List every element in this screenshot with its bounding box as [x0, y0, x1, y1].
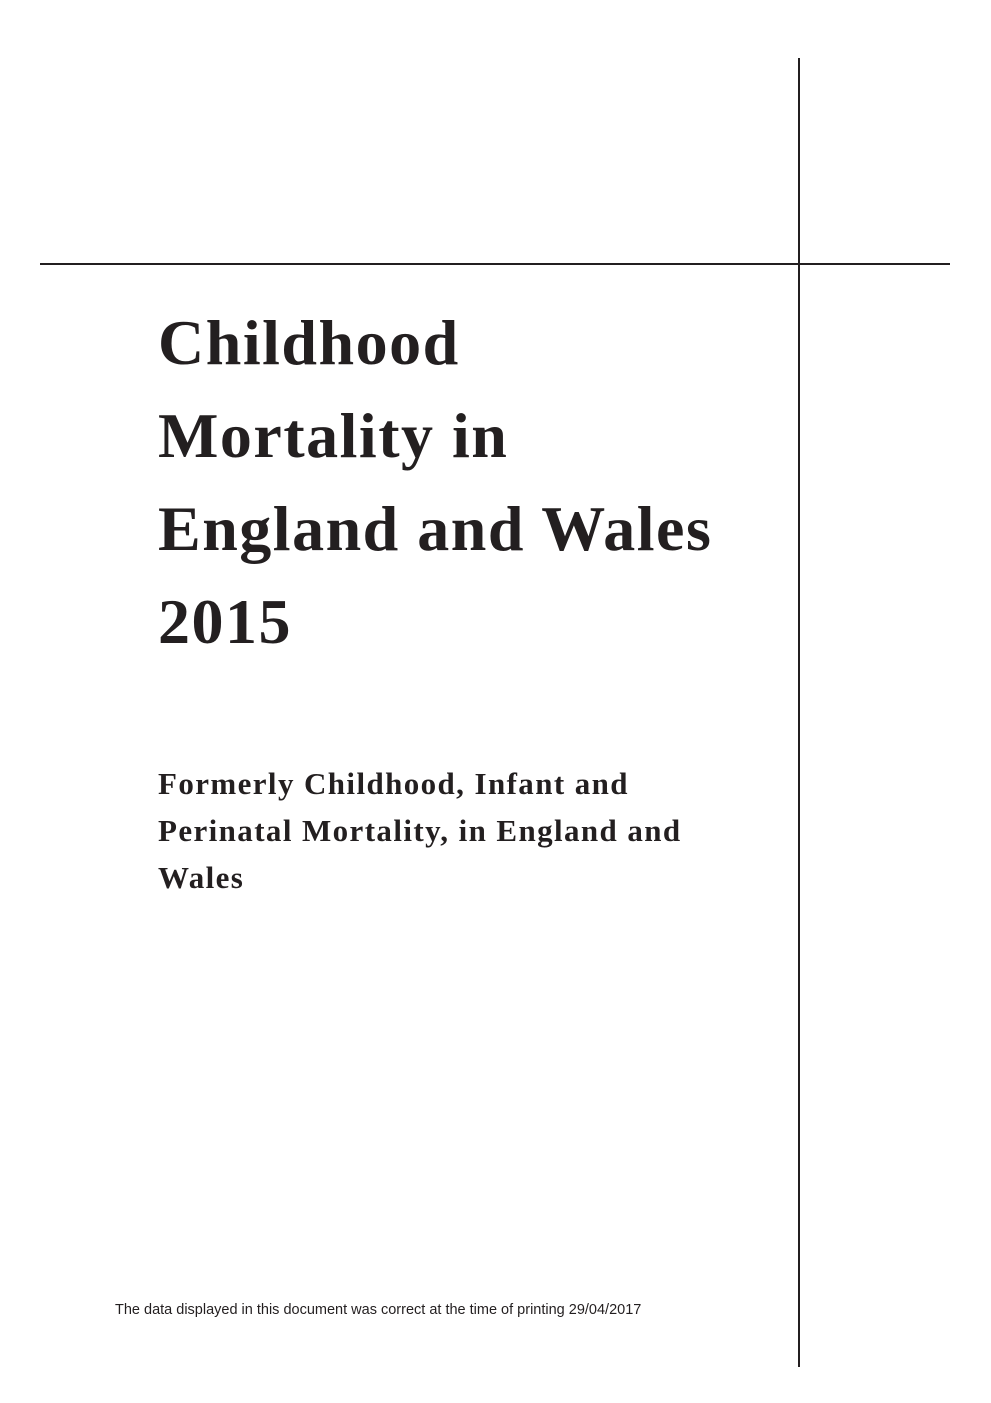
subtitle-line: Perinatal Mortality, in England and	[158, 813, 682, 848]
title-line: England and Wales	[158, 493, 713, 564]
printing-note: The data displayed in this document was correct at the time of printing 29/04/2017	[115, 1302, 642, 1318]
vertical-rule	[798, 58, 800, 1367]
document-title	[158, 296, 778, 668]
title-line: Mortality in	[158, 400, 509, 471]
subtitle-line: Wales	[158, 860, 245, 895]
document-subtitle	[158, 760, 778, 901]
subtitle-line: Formerly Childhood, Infant and	[158, 766, 629, 801]
title-line: Childhood	[158, 307, 460, 378]
horizontal-rule	[40, 263, 950, 265]
title-line: 2015	[158, 586, 292, 657]
